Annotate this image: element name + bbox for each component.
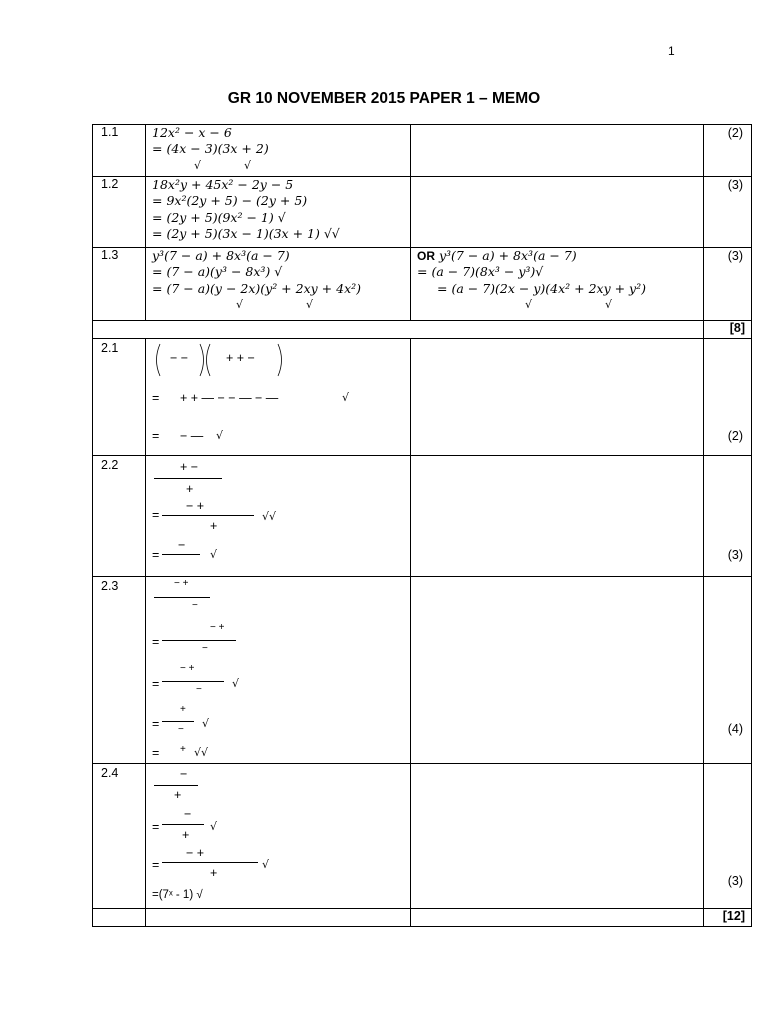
mark-allocation: (3)	[727, 178, 743, 192]
table-row	[93, 321, 752, 339]
answer-line: = (a − 7)(2x − y)(4x² + 2xy + y²)	[437, 280, 647, 296]
alternative-cell	[411, 248, 704, 321]
table-row	[93, 764, 752, 909]
equals-sign: =	[152, 858, 160, 872]
answer-line: = (7 − a)(y − 2x)(y² + 2xy + 4x²)	[152, 280, 362, 296]
section-total: [12]	[704, 909, 752, 927]
numerator: −	[180, 767, 188, 781]
tick-mark: √	[194, 158, 202, 172]
answer-line: = (a − 7)(8x³ − y³)√	[417, 264, 544, 280]
question-number: 2.3	[93, 577, 146, 764]
numerator: −	[184, 807, 192, 821]
alternative-cell	[411, 177, 704, 248]
table-row	[93, 456, 752, 577]
answer-cell	[146, 177, 411, 248]
denominator: −	[202, 643, 208, 654]
fraction-bar	[162, 862, 258, 863]
alternative-cell	[411, 764, 704, 909]
expression-fragment: + + −	[226, 351, 255, 365]
answer-line: =(7ˣ - 1) √	[152, 889, 203, 901]
table-row	[93, 339, 752, 456]
answer-cell	[146, 248, 411, 321]
tick-mark: √	[525, 297, 533, 311]
expression-fragment: +	[180, 744, 186, 755]
numerator: +	[180, 704, 186, 715]
denominator: −	[192, 600, 198, 611]
expression-fragment: − —	[180, 429, 204, 443]
expression-fragment: − −	[170, 351, 189, 365]
tick-mark: √	[216, 429, 224, 442]
denominator: +	[210, 519, 218, 533]
fraction-bar	[154, 785, 198, 786]
fraction-bar	[154, 478, 222, 479]
denominator: +	[174, 788, 182, 802]
equals-sign: =	[152, 508, 160, 522]
answer-line: 12x² − x − 6	[152, 125, 232, 140]
alternative-cell	[411, 456, 704, 577]
equals-sign: =	[152, 548, 160, 562]
mark-allocation: (3)	[727, 874, 743, 888]
expression-fragment: + + — − − — − —	[180, 391, 279, 405]
tick-mark: √	[244, 158, 252, 172]
mark-allocation: (2)	[727, 429, 743, 443]
denominator: +	[210, 866, 218, 880]
numerator: + −	[180, 460, 199, 474]
answer-cell	[146, 456, 411, 577]
answer-cell	[146, 125, 411, 177]
question-number: 2.2	[93, 456, 146, 577]
alternative-cell	[411, 339, 704, 456]
or-label: OR	[417, 249, 435, 263]
numerator: −	[178, 538, 186, 552]
fraction-bar	[162, 515, 254, 516]
tick-mark: √	[210, 548, 218, 561]
fraction-bar	[162, 554, 200, 555]
page-number: 1	[668, 44, 675, 58]
answer-cell	[146, 339, 411, 456]
tick-mark: √	[342, 391, 350, 404]
tick-mark: √	[236, 297, 244, 311]
section-total: [8]	[704, 321, 752, 339]
table-row	[93, 248, 752, 321]
question-number: 2.4	[93, 764, 146, 909]
mark-allocation: (3)	[727, 249, 743, 263]
alternative-cell	[411, 577, 704, 764]
tick-mark: √	[262, 858, 270, 871]
equals-sign: =	[152, 746, 160, 760]
numerator: − +	[174, 578, 189, 589]
answer-line: = (2y + 5)(3x − 1)(3x + 1) √√	[152, 225, 340, 241]
equals-sign: =	[152, 677, 160, 691]
question-number: 1.2	[93, 177, 146, 248]
answer-line: = (4x − 3)(3x + 2)	[152, 141, 269, 157]
tick-mark: √√	[262, 510, 277, 523]
denominator: +	[186, 482, 194, 496]
table-row	[93, 909, 752, 927]
tick-mark: √	[202, 717, 210, 730]
mark-allocation: (3)	[727, 548, 743, 562]
equals-sign: =	[152, 717, 160, 731]
table-row	[93, 577, 752, 764]
equals-sign: =	[152, 391, 160, 405]
answer-line: 18x²y + 45x² − 2y − 5	[152, 177, 294, 192]
question-number: 1.3	[93, 248, 146, 321]
fraction-bar	[162, 681, 224, 682]
answer-line: = (2y + 5)(9x² − 1) √	[152, 209, 286, 225]
mark-allocation: (2)	[727, 126, 743, 140]
page-title: GR 10 NOVEMBER 2015 PAPER 1 – MEMO	[227, 90, 541, 107]
table-row	[93, 177, 752, 248]
memo-table	[92, 124, 752, 927]
tick-mark: √	[210, 820, 218, 833]
answer-cell	[146, 764, 411, 909]
equals-sign: =	[152, 820, 160, 834]
answer-line: = (7 − a)(y³ − 8x³) √	[152, 264, 283, 280]
numerator: − +	[180, 663, 195, 674]
denominator: +	[182, 828, 190, 842]
equals-sign: =	[152, 429, 160, 443]
numerator: − +	[210, 622, 225, 633]
alternative-cell	[411, 125, 704, 177]
fraction-bar	[162, 640, 236, 641]
question-number: 2.1	[93, 339, 146, 456]
tick-mark: √√	[194, 746, 209, 759]
answer-line: y³(7 − a) + 8x³(a − 7)	[152, 248, 290, 263]
fraction-bar	[162, 721, 194, 722]
fraction-bar	[162, 824, 204, 825]
mark-allocation: (4)	[727, 722, 743, 736]
fraction-bar	[154, 597, 210, 598]
table-row	[93, 125, 752, 177]
denominator: −	[196, 684, 202, 695]
tick-mark: √	[605, 297, 613, 311]
numerator: − +	[186, 499, 205, 513]
question-number: 1.1	[93, 125, 146, 177]
denominator: −	[178, 724, 184, 735]
tick-mark: √	[232, 677, 240, 690]
numerator: − +	[186, 846, 205, 860]
answer-line: y³(7 − a) + 8x³(a − 7)	[438, 248, 577, 263]
tick-mark: √	[306, 297, 314, 311]
answer-line: = 9x²(2y + 5) − (2y + 5)	[152, 193, 308, 209]
answer-cell	[146, 577, 411, 764]
equals-sign: =	[152, 635, 160, 649]
